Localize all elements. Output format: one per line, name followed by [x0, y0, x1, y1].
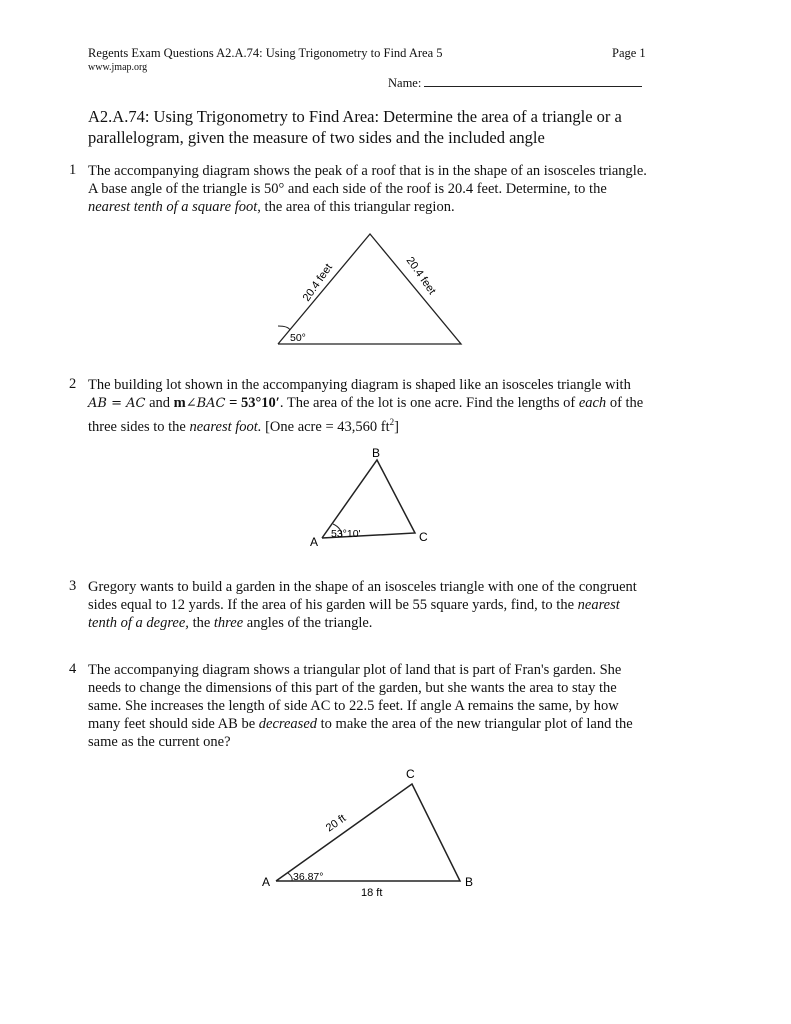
q4-text-a: The accompanying diagram shows a triangular plot of land that is part of Fran's garden. She needs to change the dimensions of this part of the garden, but she wants the area to stay the same. She increases the length of side AC to 22.5 feet. If angle A remains the same, by how many feet should side AB be [88, 662, 622, 732]
question-2-number: 2 [69, 376, 77, 392]
q2-math-angle: ∠BAC [185, 396, 226, 411]
q1-text-em: nearest tenth of a square foot [88, 199, 258, 215]
q4-text-em: decreased [258, 716, 318, 732]
q2-text-b: . The area of the lot is one acre. Find the lengths of [279, 395, 579, 411]
q3-text-a: Gregory wants to build a garden in the shape of an isosceles triangle with one of the congruent sides equal to 12 yards. If the area of his garden will be 55 square yards, find, to the [88, 579, 637, 613]
q4-angle-label: 36.87° [293, 871, 324, 883]
page-number: Page 1 [612, 46, 646, 60]
name-blank-line [424, 75, 642, 87]
q4-angle-arc [288, 873, 292, 881]
q2-math-angle-value: = 53°10′ [225, 395, 280, 411]
q2-vertex-c: C [419, 530, 428, 544]
q4-vertex-c: C [406, 767, 415, 781]
q2-vertex-b: B [372, 446, 381, 460]
q2-angle-label: 53°10' [331, 528, 361, 540]
q2-triangle [322, 460, 415, 538]
q2-text-c: of the three sides to the [88, 395, 644, 435]
q4-side-ac-label: 20 ft [323, 812, 349, 835]
q2-text-d: [One acre = 43,560 ft [261, 418, 390, 435]
name-label: Name: [388, 76, 422, 90]
q1-left-side-label: 20.4 feet [300, 261, 336, 304]
q2-math-equal-sides: AB = AC [88, 396, 146, 411]
q4-vertex-a: A [262, 875, 271, 889]
q4-vertex-b: B [465, 875, 474, 889]
q2-text-sup: 2 [389, 417, 395, 427]
q4-garden-diagram [255, 762, 485, 902]
question-3-text [88, 578, 648, 632]
question-1-text [88, 162, 648, 216]
q2-text-a: The building lot shown in the accompanying diagram is shaped like an isosceles triangle with [88, 377, 631, 393]
q3-text-em2: three [213, 615, 244, 631]
q4-side-ab-label: 18 ft [361, 887, 383, 899]
question-2-text [88, 376, 648, 436]
q2-text-em2: nearest foot. [189, 418, 262, 435]
q4-triangle [276, 784, 460, 881]
q2-math-m: m [173, 395, 186, 411]
q1-roof-diagram [268, 226, 468, 351]
q2-vertex-a: A [310, 535, 319, 549]
q2-text-em1: each [578, 395, 607, 411]
question-1-number: 1 [69, 162, 77, 178]
name-field [388, 75, 642, 91]
page-title: A2.A.74: Using Trigonometry to Find Area: Determine the area of a triangle or a parallelogram, given the measure of two sides and the included angle [88, 107, 622, 147]
question-3-number: 3 [69, 578, 77, 594]
header-title: Regents Exam Questions A2.A.74: Using Trigonometry to Find Area 5 [88, 46, 443, 60]
q3-text-em1: nearest tenth of a degree, [88, 597, 620, 631]
q3-text-b: the [188, 615, 214, 631]
q4-text-b: to make the area of the new triangular plot of land the same as the current one? [88, 716, 633, 750]
q1-angle-label: 50° [290, 332, 306, 344]
question-4-text [88, 661, 648, 751]
q1-text-a: The accompanying diagram shows the peak of a roof that is in the shape of an isosceles triangle. A base angle of the triangle is 50° and each side of the roof is 20.4 feet. Determine, to the [88, 163, 647, 197]
q3-text-c: angles of the triangle. [243, 615, 373, 631]
q1-right-side-label: 20.4 feet [403, 254, 438, 297]
q2-text-and: and [145, 395, 174, 411]
q1-text-b: , the area of this triangular region. [257, 199, 455, 215]
question-4-number: 4 [69, 661, 77, 677]
q2-text-e: ] [394, 418, 399, 435]
q1-angle-arc [278, 326, 290, 330]
q2-lot-diagram [300, 440, 440, 550]
site-url: www.jmap.org [88, 62, 148, 73]
